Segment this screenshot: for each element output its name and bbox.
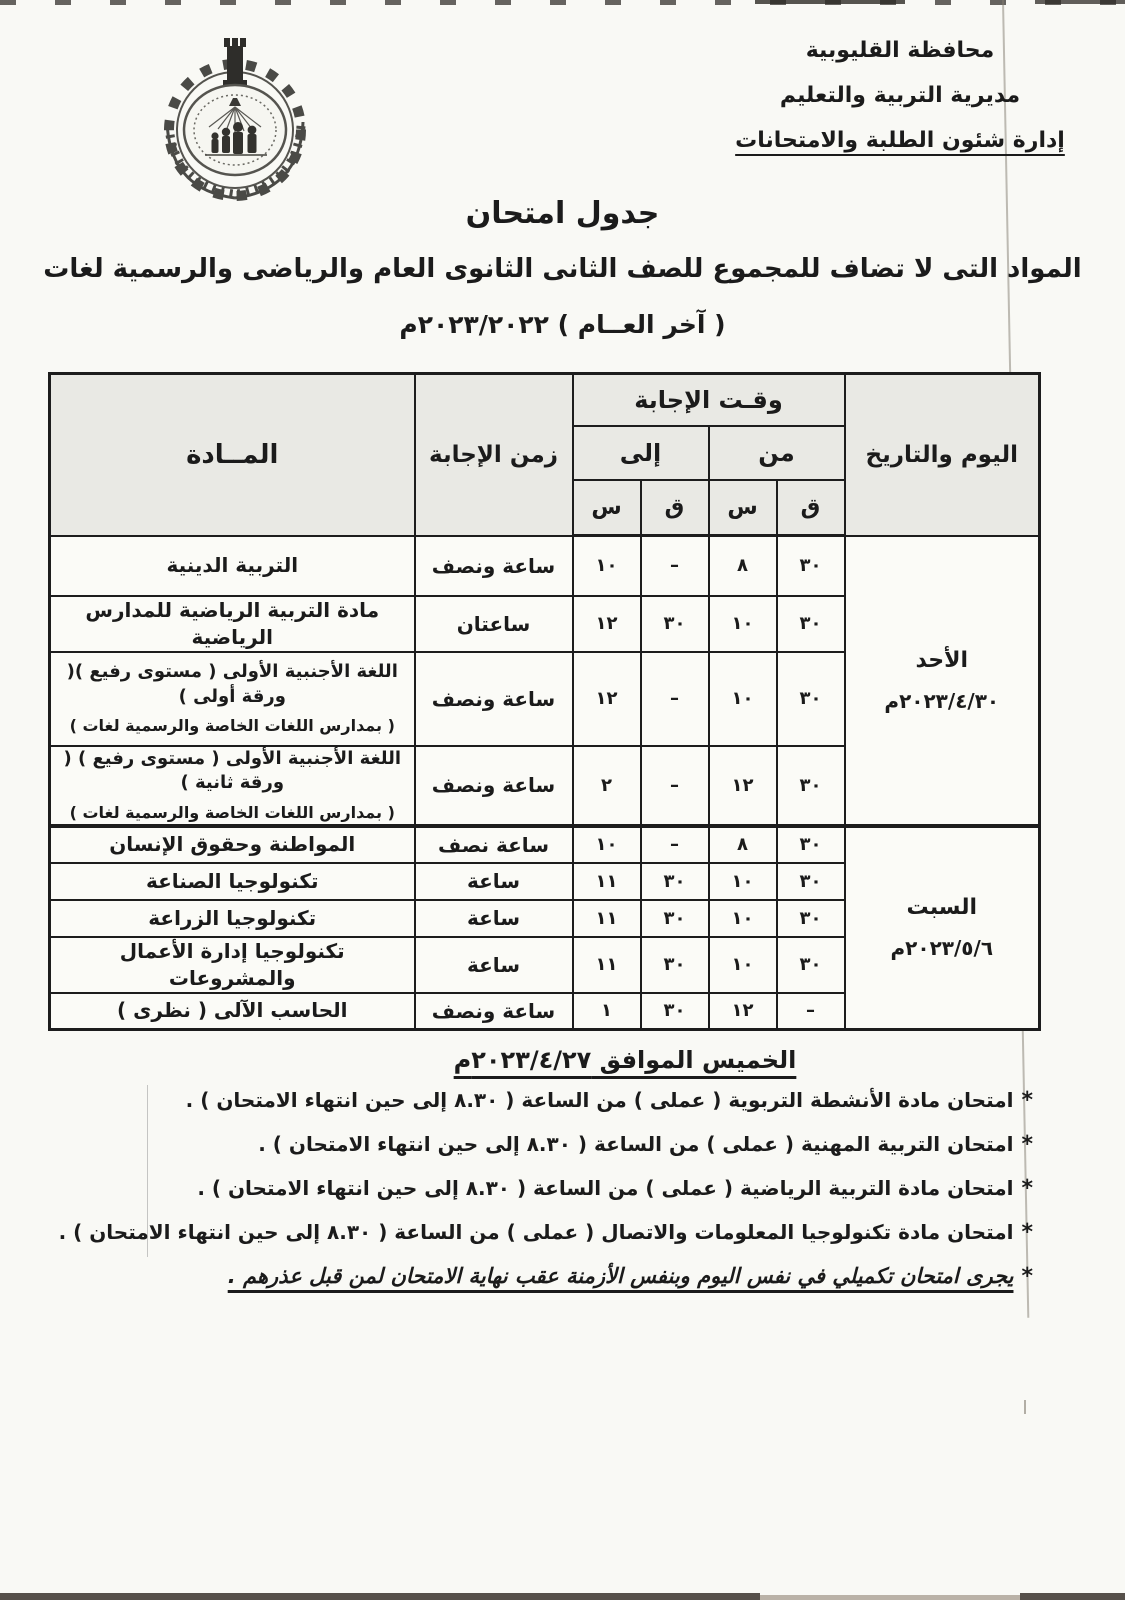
from-minutes-cell: – bbox=[777, 993, 845, 1030]
duration-cell: ساعة bbox=[415, 900, 573, 937]
header-from-minutes: ق bbox=[777, 480, 845, 536]
department-name: إدارة شئون الطلبة والامتحانات bbox=[735, 128, 1065, 153]
from-hours-cell: ١٠ bbox=[709, 937, 777, 993]
to-hours-cell: ١١ bbox=[573, 863, 641, 900]
duration-cell: ساعة ونصف bbox=[415, 536, 573, 596]
exam-row bbox=[50, 826, 1040, 863]
subject-cell: تكنولوجيا الزراعة bbox=[50, 900, 415, 937]
exam-row bbox=[50, 536, 1040, 596]
to-minutes-cell: ٣٠ bbox=[641, 596, 709, 652]
subject-line2: ( بمدارس اللغات الخاصة والرسمية لغات ) bbox=[69, 716, 395, 735]
from-minutes-cell: ٣٠ bbox=[777, 652, 845, 746]
page-title: جدول امتحان bbox=[465, 196, 660, 231]
asterisk-bullet: * bbox=[1021, 1176, 1033, 1201]
footnote-text: يجرى امتحان تكميلي في نفس اليوم وبنفس الأزمنة عقب نهاية الامتحان لمن قبل عذرهم . bbox=[227, 1264, 1014, 1288]
from-minutes-cell: ٣٠ bbox=[777, 596, 845, 652]
governorate-name: محافظة القليوبية bbox=[805, 38, 995, 63]
subject-cell: تكنولوجيا الصناعة bbox=[50, 863, 415, 900]
duration-cell: ساعة ونصف bbox=[415, 652, 573, 746]
supplementary-exam-note bbox=[73, 1264, 1033, 1308]
footnote-text: امتحان مادة التربية الرياضية ( عملى ) من الساعة ( ٨.٣٠ إلى حين انتهاء الامتحان ) . bbox=[197, 1176, 1014, 1200]
to-hours-cell: ١ bbox=[573, 993, 641, 1030]
subject-line1: اللغة الأجنبية الأولى ( مستوى رفيع ) ( ورقة ثانية ) bbox=[63, 747, 402, 794]
from-minutes-cell: ٣٠ bbox=[777, 900, 845, 937]
footnotes-block bbox=[58, 1088, 1033, 1308]
to-minutes-cell: ٣٠ bbox=[641, 900, 709, 937]
from-hours-cell: ١٠ bbox=[709, 863, 777, 900]
footnote-text: امتحان مادة تكنولوجيا المعلومات والاتصال ( عملى ) من الساعة ( ٨.٣٠ إلى حين انتهاء الامتحان ) . bbox=[58, 1220, 1014, 1244]
to-minutes-cell: – bbox=[641, 652, 709, 746]
subject-cell: تكنولوجيا إدارة الأعمال والمشروعات bbox=[50, 937, 415, 993]
day-date-cell bbox=[845, 536, 1040, 826]
from-minutes-cell: ٣٠ bbox=[777, 536, 845, 596]
academic-year-line: ( آخر العــام ) ٢٠٢٣/٢٠٢٢م bbox=[399, 310, 726, 339]
scan-bottom-edge-artifact bbox=[0, 1593, 760, 1600]
header-to: إلى bbox=[573, 426, 709, 480]
directorate-name: مديرية التربية والتعليم bbox=[779, 83, 1021, 108]
org-header-block bbox=[715, 38, 1085, 173]
from-minutes-cell: ٣٠ bbox=[777, 746, 845, 826]
footnote-text: امتحان مادة الأنشطة التربوية ( عملى ) من الساعة ( ٨.٣٠ إلى حين انتهاء الامتحان ) . bbox=[185, 1088, 1014, 1112]
header-to-minutes: ق bbox=[641, 480, 709, 536]
scan-top-edge-artifact bbox=[755, 0, 905, 4]
scan-bottom-edge-artifact bbox=[1020, 1593, 1125, 1600]
footnote-text: امتحان التربية المهنية ( عملى ) من الساعة ( ٨.٣٠ إلى حين انتهاء الامتحان ) . bbox=[258, 1132, 1014, 1156]
to-minutes-cell: ٣٠ bbox=[641, 937, 709, 993]
to-hours-cell: ١٢ bbox=[573, 652, 641, 746]
to-hours-cell: ١٢ bbox=[573, 596, 641, 652]
scan-bottom-edge-artifact bbox=[760, 1595, 1020, 1600]
subject-cell bbox=[50, 652, 415, 746]
scan-top-edge-artifact bbox=[0, 0, 1125, 5]
subject-line2: ( بمدارس اللغات الخاصة والرسمية لغات ) bbox=[69, 802, 395, 822]
to-hours-cell: ٢ bbox=[573, 746, 641, 826]
header-to-hours: س bbox=[573, 480, 641, 536]
day-name: السبت bbox=[906, 895, 977, 921]
footnote bbox=[73, 1176, 1033, 1220]
from-minutes-cell: ٣٠ bbox=[777, 863, 845, 900]
from-hours-cell: ٨ bbox=[709, 826, 777, 863]
header-day-date: اليوم والتاريخ bbox=[845, 374, 1040, 536]
footnote bbox=[73, 1132, 1033, 1176]
from-hours-cell: ٨ bbox=[709, 536, 777, 596]
subject-cell: مادة التربية الرياضية للمدارس الرياضية bbox=[50, 596, 415, 652]
asterisk-bullet: * bbox=[1021, 1132, 1033, 1157]
exam-schedule-table bbox=[48, 372, 1041, 1031]
asterisk-bullet: * bbox=[1021, 1220, 1033, 1245]
footnote bbox=[73, 1088, 1033, 1132]
asterisk-bullet: * bbox=[1021, 1264, 1033, 1289]
thursday-heading: الخميس الموافق ٢٠٢٣/٤/٢٧م bbox=[453, 1046, 797, 1074]
subject-line1: اللغة الأجنبية الأولى ( مستوى رفيع )( ورقة أولى ) bbox=[66, 661, 398, 707]
to-hours-cell: ١٠ bbox=[573, 536, 641, 596]
from-hours-cell: ١٠ bbox=[709, 652, 777, 746]
duration-cell: ساعتان bbox=[415, 596, 573, 652]
to-hours-cell: ١٠ bbox=[573, 826, 641, 863]
footnote bbox=[58, 1220, 1033, 1264]
asterisk-bullet: * bbox=[1021, 1088, 1033, 1113]
day-name: الأحد bbox=[915, 647, 969, 673]
to-minutes-cell: ٣٠ bbox=[641, 993, 709, 1030]
duration-cell: ساعة bbox=[415, 863, 573, 900]
subject-cell: التربية الدينية bbox=[50, 536, 415, 596]
scan-mark-artifact bbox=[1024, 1400, 1026, 1414]
header-answer-time: وقـت الإجابة bbox=[573, 374, 845, 426]
day-date-cell bbox=[845, 826, 1040, 1030]
from-hours-cell: ١٢ bbox=[709, 746, 777, 826]
duration-cell: ساعة ونصف bbox=[415, 746, 573, 826]
duration-cell: ساعة ونصف bbox=[415, 993, 573, 1030]
scan-top-edge-artifact bbox=[1035, 0, 1125, 4]
education-directorate-emblem-icon bbox=[125, 30, 345, 210]
subject-cell: الحاسب الآلى ( نظرى ) bbox=[50, 993, 415, 1030]
from-minutes-cell: ٣٠ bbox=[777, 937, 845, 993]
from-hours-cell: ١٠ bbox=[709, 900, 777, 937]
header-duration: زمن الإجابة bbox=[415, 374, 573, 536]
to-hours-cell: ١١ bbox=[573, 937, 641, 993]
day-date: ٢٠٢٣/٤/٣٠م bbox=[884, 688, 1000, 713]
to-minutes-cell: ٣٠ bbox=[641, 863, 709, 900]
duration-cell: ساعة نصف bbox=[415, 826, 573, 863]
header-from: من bbox=[709, 426, 845, 480]
day-date: ٢٠٢٣/٥/٦م bbox=[890, 936, 994, 961]
subject-cell: المواطنة وحقوق الإنسان bbox=[50, 826, 415, 863]
subject-cell bbox=[50, 746, 415, 826]
from-hours-cell: ١٠ bbox=[709, 596, 777, 652]
from-hours-cell: ١٢ bbox=[709, 993, 777, 1030]
duration-cell: ساعة bbox=[415, 937, 573, 993]
to-minutes-cell: – bbox=[641, 826, 709, 863]
from-minutes-cell: ٣٠ bbox=[777, 826, 845, 863]
header-subject: المــادة bbox=[50, 374, 415, 536]
to-minutes-cell: – bbox=[641, 746, 709, 826]
to-hours-cell: ١١ bbox=[573, 900, 641, 937]
to-minutes-cell: – bbox=[641, 536, 709, 596]
page-subtitle: المواد التى لا تضاف للمجموع للصف الثانى الثانوى العام والرياضى والرسمية لغات bbox=[43, 254, 1082, 284]
header-from-hours: س bbox=[709, 480, 777, 536]
table-header bbox=[50, 374, 1040, 536]
